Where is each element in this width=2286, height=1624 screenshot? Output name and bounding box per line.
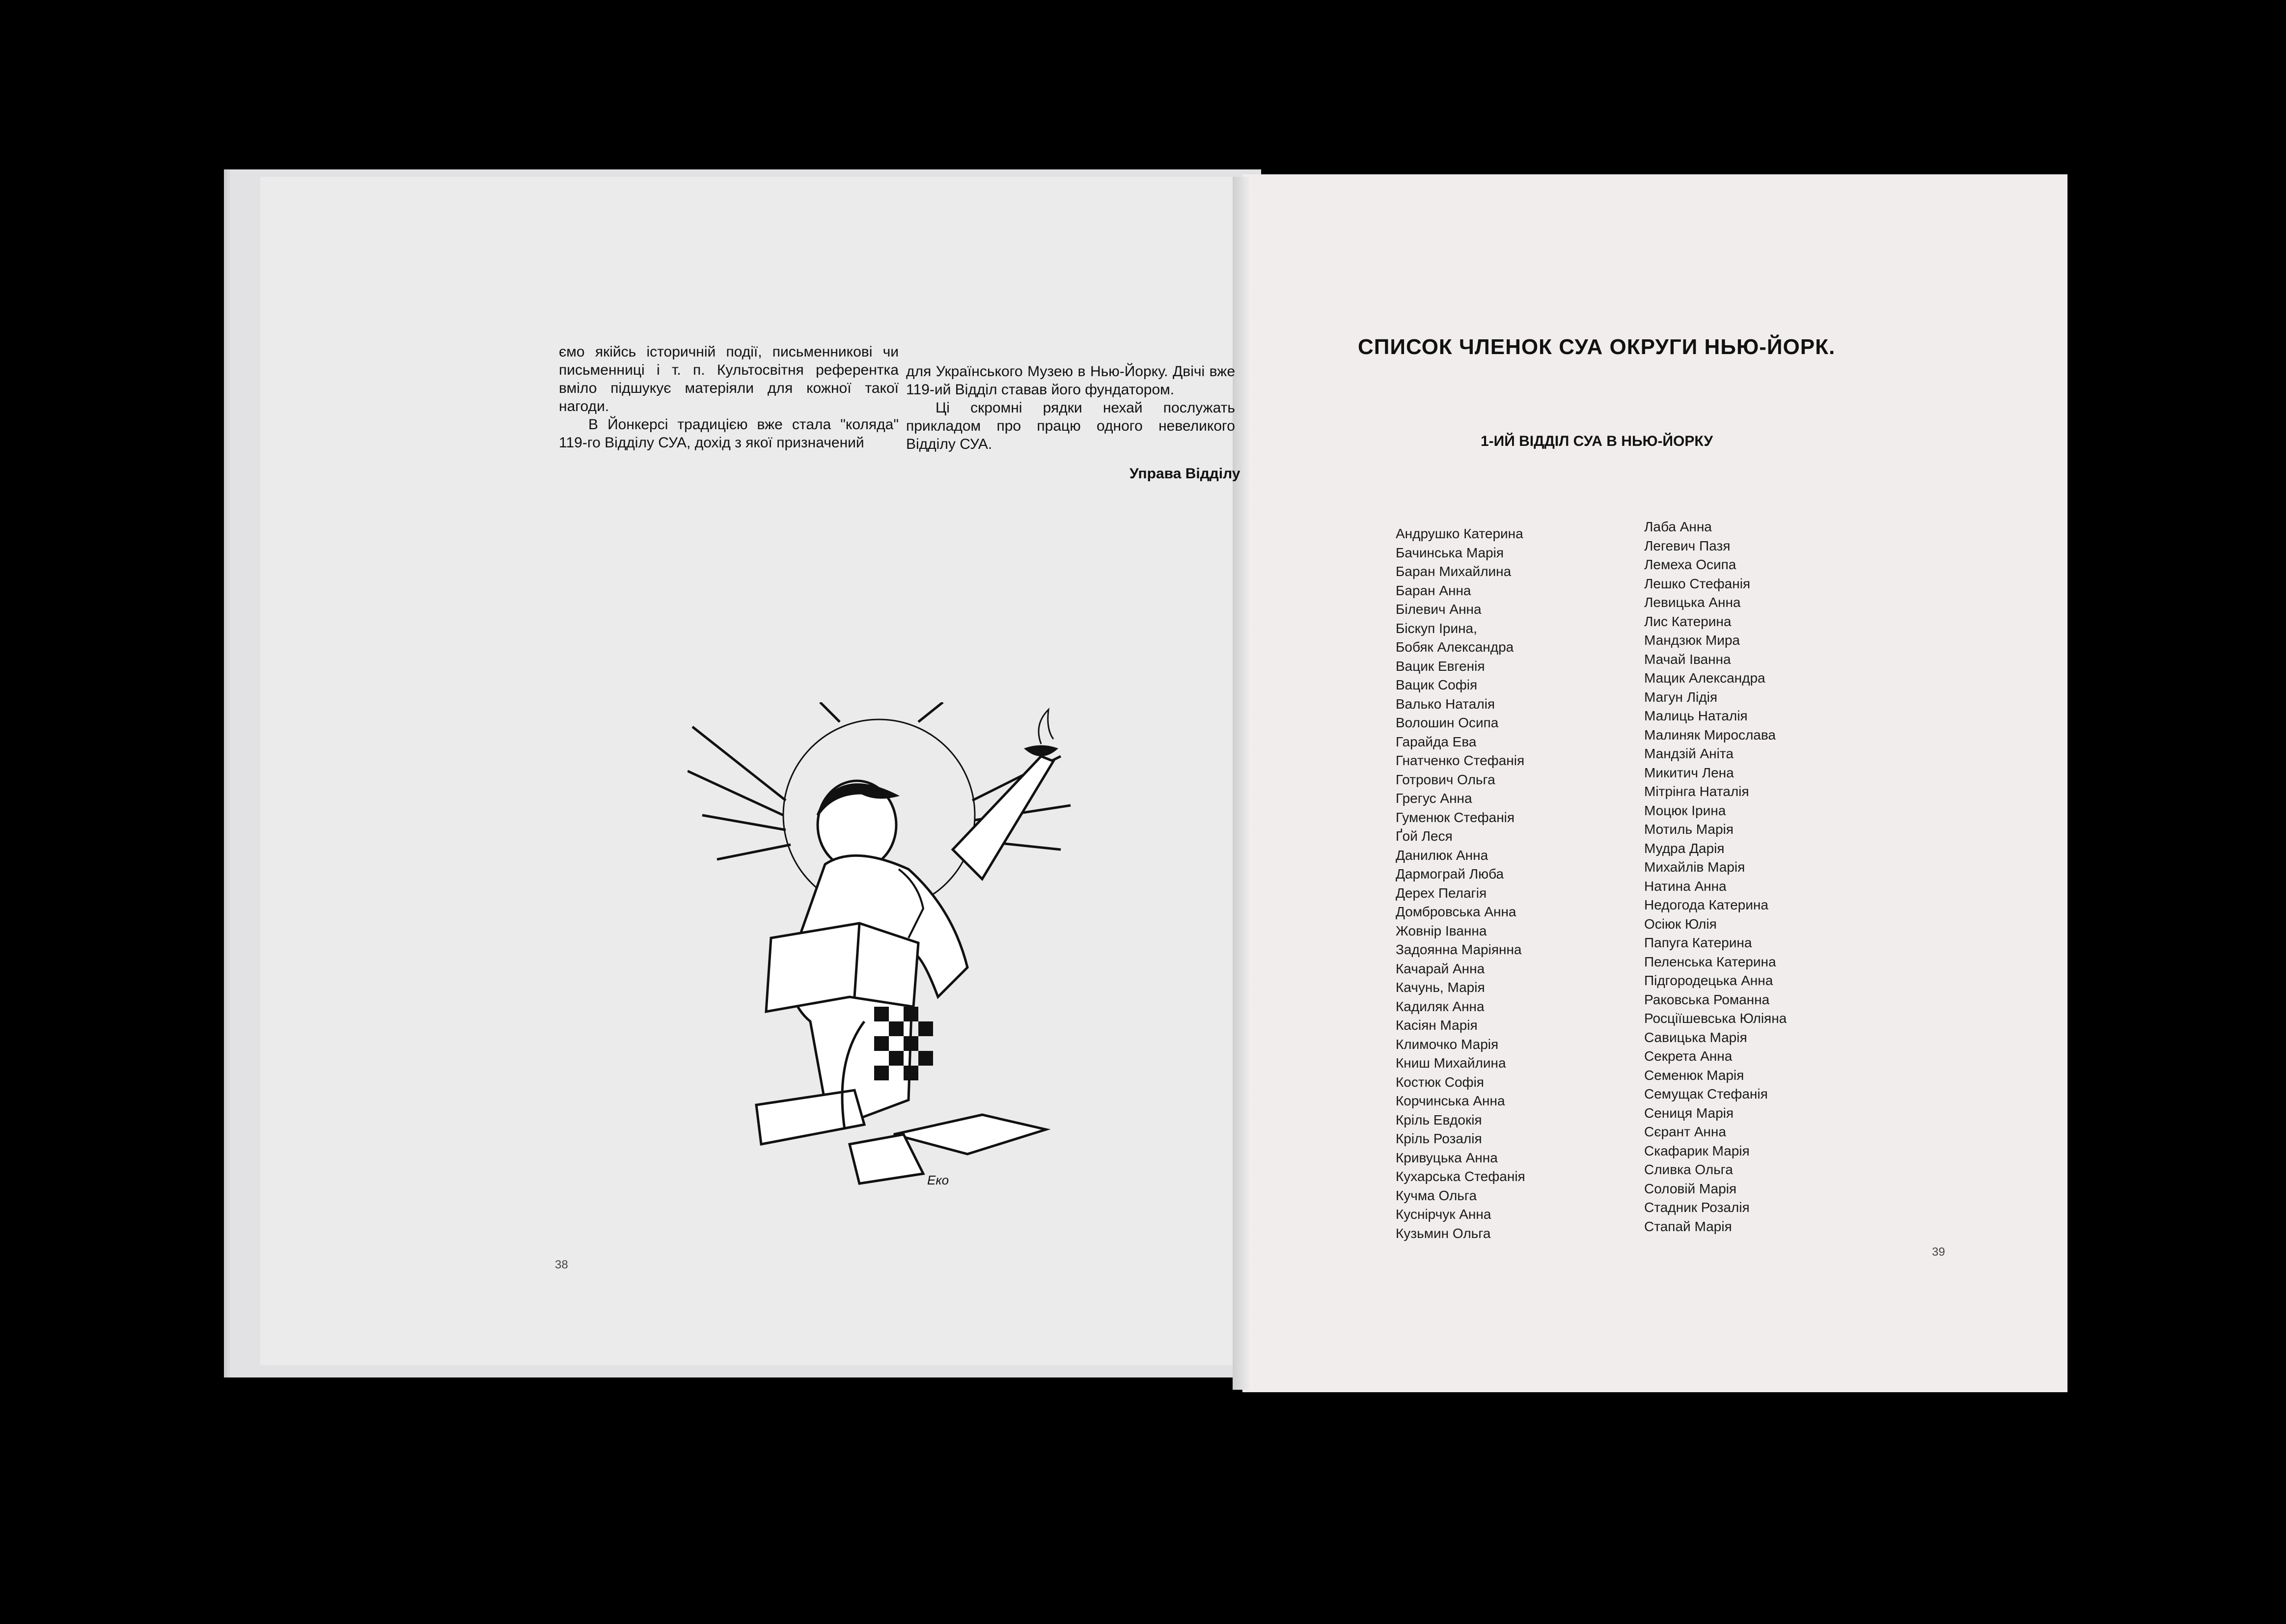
list-item: Магун Лідія <box>1644 689 1717 705</box>
list-item: Кадиляк Анна <box>1396 998 1485 1014</box>
list-item: Микитич Лена <box>1644 765 1734 780</box>
list-item: Вацик Софія <box>1396 677 1478 692</box>
list-item: Ґой Леся <box>1396 828 1453 844</box>
list-item: Сениця Марія <box>1644 1105 1734 1121</box>
list-item: Бобяк Александра <box>1396 639 1514 655</box>
signature: Управа Відділу <box>1129 466 1240 482</box>
list-item: Домбровська Анна <box>1396 904 1516 919</box>
list-item: Гуменюк Стефанія <box>1396 809 1515 825</box>
illustration-woman-with-book <box>688 702 1110 1208</box>
list-item: Валько Наталія <box>1396 696 1495 712</box>
paragraph: ємо якійсь історичній події, письменникові чи письменниці і т. п. Культосвітня референтка вміло підшукує матеріяли для кожної такої нагоди. <box>559 344 899 414</box>
list-item: Гнатченко Стефанія <box>1396 753 1525 768</box>
list-item: Росціїшевська Юліяна <box>1644 1011 1787 1026</box>
list-item: Дармограй Люба <box>1396 866 1504 881</box>
list-item: Волошин Осипа <box>1396 715 1499 730</box>
list-item: Стапай Марія <box>1644 1218 1732 1234</box>
section-subtitle: 1-ИЙ ВІДДІЛ СУА В НЬЮ-ЙОРКУ <box>1481 433 1713 449</box>
list-item: Натина Анна <box>1644 878 1727 894</box>
list-item: Мотиль Марія <box>1644 822 1734 837</box>
list-item: Кучма Ольга <box>1396 1187 1477 1203</box>
list-item: Баран Анна <box>1396 582 1471 598</box>
list-item: Левицька Анна <box>1644 595 1741 610</box>
list-item: Мацик Александра <box>1644 670 1765 686</box>
list-item: Мачай Іванна <box>1644 651 1731 667</box>
list-item: Папуга Катерина <box>1644 935 1752 950</box>
list-item: Малиняк Мирослава <box>1644 727 1776 743</box>
list-item: Качунь, Марія <box>1396 980 1485 995</box>
list-item: Осіюк Юлія <box>1644 916 1717 932</box>
list-item: Кухарська Стефанія <box>1396 1169 1525 1184</box>
list-item: Малиць Наталія <box>1644 708 1748 723</box>
list-item: Соловій Марія <box>1644 1181 1737 1196</box>
list-item: Сєрант Анна <box>1644 1124 1726 1139</box>
list-item: Мудра Дарія <box>1644 840 1725 856</box>
list-item: Недогода Катерина <box>1644 897 1768 912</box>
artist-signature: Еко <box>927 1173 949 1187</box>
left-text-column-1 <box>559 343 899 452</box>
list-item: Моцюк Ірина <box>1644 802 1726 818</box>
list-item: Данилюк Анна <box>1396 847 1488 863</box>
names-column-2 <box>1644 518 1787 1236</box>
list-item: Грегус Анна <box>1396 791 1472 806</box>
list-item: Кривуцька Анна <box>1396 1150 1498 1165</box>
paragraph: для Українського Музею в Нью-Йорку. Двічі вже 119-ий Відділ ставав його фундатором. <box>906 363 1235 398</box>
names-column-1 <box>1396 524 1525 1243</box>
page-number-right: 39 <box>1932 1245 1945 1259</box>
page-title: СПИСОК ЧЛЕНОК СУА ОКРУГИ НЬЮ-ЙОРК. <box>1358 335 1836 359</box>
list-item: Куснірчук Анна <box>1396 1207 1491 1222</box>
list-item: Жовнір Іванна <box>1396 923 1487 938</box>
list-item: Гарайда Ева <box>1396 734 1477 749</box>
list-item: Білевич Анна <box>1396 602 1482 617</box>
list-item: Лешко Стефанія <box>1644 576 1751 591</box>
list-item: Семенюк Марія <box>1644 1067 1744 1083</box>
page-number-left: 38 <box>555 1258 568 1271</box>
list-item: Секрета Анна <box>1644 1048 1733 1064</box>
list-item: Скафарик Марія <box>1644 1143 1750 1158</box>
list-item: Бачинська Марія <box>1396 545 1504 560</box>
list-item: Кріль Евдокія <box>1396 1112 1482 1128</box>
list-item: Костюк Софія <box>1396 1074 1484 1090</box>
list-item: Біскуп Ірина, <box>1396 620 1477 636</box>
list-item: Лемеха Осипа <box>1644 557 1736 572</box>
list-item: Задоянна Маріянна <box>1396 942 1522 957</box>
paragraph: Ці скромні рядки нехай послужать прикладом про працю одного невеликого Відділу СУА. <box>906 400 1235 452</box>
list-item: Легевич Пазя <box>1644 538 1731 553</box>
list-item: Мітрінга Наталія <box>1644 784 1749 799</box>
book-spine <box>1233 177 1252 1390</box>
list-item: Стадник Розалія <box>1644 1200 1750 1215</box>
list-item: Лис Катерина <box>1644 613 1732 629</box>
list-item: Качарай Анна <box>1396 961 1485 976</box>
list-item: Касіян Марія <box>1396 1018 1478 1033</box>
list-item: Пеленська Катерина <box>1644 954 1776 969</box>
paragraph: В Йонкерсі традицією вже стала "коляда" 119-го Відділу СУА, дохід з якої призначений <box>559 416 899 451</box>
list-item: Вацик Евгенія <box>1396 658 1485 674</box>
list-item: Лаба Анна <box>1644 519 1712 534</box>
list-item: Підгородецька Анна <box>1644 973 1773 988</box>
list-item: Кузьмин Ольга <box>1396 1225 1491 1241</box>
list-item: Корчинська Анна <box>1396 1093 1505 1108</box>
list-item: Дерех Пелагія <box>1396 885 1487 901</box>
list-item: Сливка Ольга <box>1644 1162 1733 1177</box>
list-item: Готрович Ольга <box>1396 771 1495 787</box>
list-item: Мандзій Аніта <box>1644 746 1734 761</box>
list-item: Семущак Стефанія <box>1644 1086 1768 1101</box>
list-item: Михайлів Марія <box>1644 859 1745 875</box>
list-item: Андрушко Катерина <box>1396 526 1523 541</box>
list-item: Савицька Марія <box>1644 1029 1747 1045</box>
list-item: Раковська Романна <box>1644 991 1770 1007</box>
list-item: Книш Михайлина <box>1396 1055 1506 1071</box>
list-item: Баран Михайлина <box>1396 564 1512 579</box>
list-item: Мандзюк Мира <box>1644 633 1740 648</box>
list-item: Кріль Розалія <box>1396 1131 1482 1146</box>
list-item: Климочко Марія <box>1396 1036 1499 1052</box>
left-text-column-2 <box>906 362 1235 453</box>
